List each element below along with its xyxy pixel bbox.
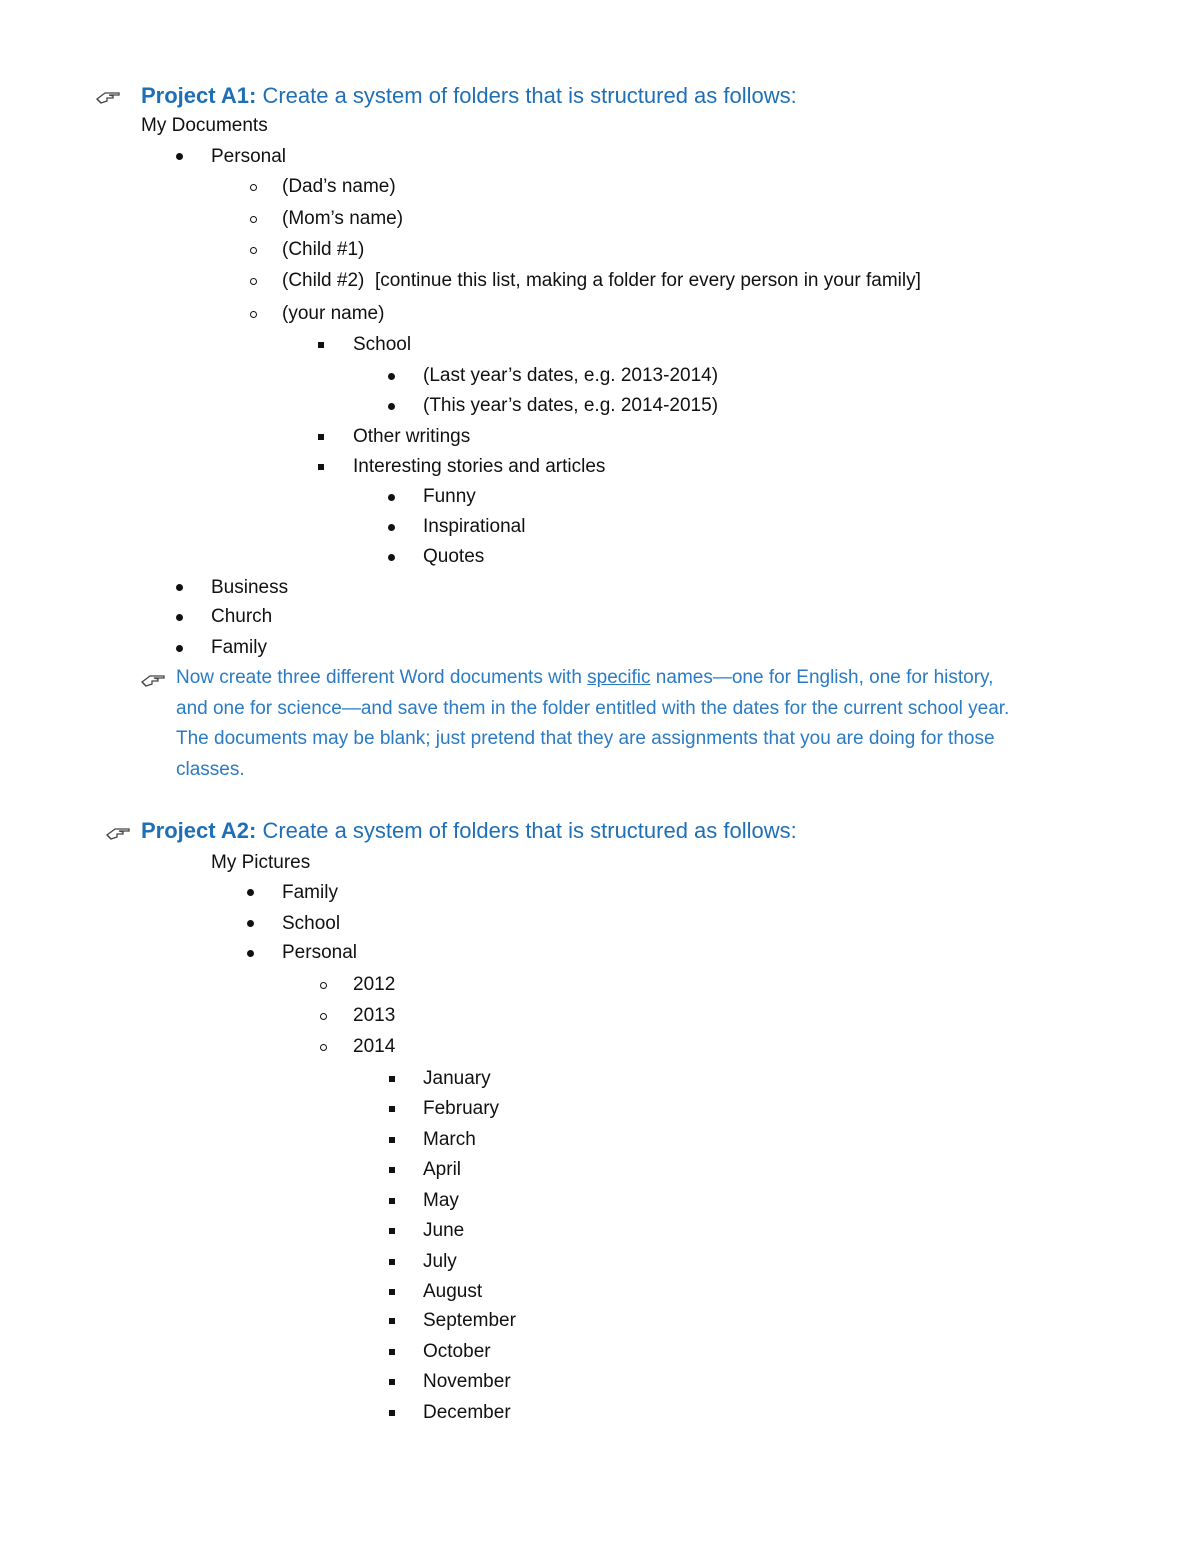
- project-a1-instruction: Create a system of folders that is structured as follows:: [256, 83, 797, 108]
- folder-month: June: [423, 1220, 465, 1241]
- folder-moms-name: (Mom’s name): [282, 208, 404, 229]
- folder-month: September: [423, 1310, 516, 1331]
- bullet-square: [389, 1410, 395, 1416]
- folder-dads-name: (Dad’s name): [282, 176, 396, 197]
- bullet-circle: [250, 311, 257, 318]
- bullet-square: [318, 434, 324, 440]
- folder-personal: Personal: [282, 942, 357, 963]
- folder-month: March: [423, 1129, 476, 1150]
- bullet-dot: [388, 494, 395, 501]
- folder-personal: Personal: [211, 146, 286, 167]
- folder-month: August: [423, 1281, 483, 1302]
- bullet-dot: [176, 153, 183, 160]
- folder-month: May: [423, 1190, 459, 1211]
- bullet-dot: [388, 524, 395, 531]
- folder-family: Family: [282, 882, 338, 903]
- instruction-line-4: classes.: [176, 759, 245, 780]
- folder-month: October: [423, 1341, 491, 1362]
- bullet-dot: [176, 645, 183, 652]
- bullet-square: [389, 1318, 395, 1324]
- folder-month: December: [423, 1402, 511, 1423]
- bullet-circle: [250, 184, 257, 191]
- project-a2-instruction: Create a system of folders that is structured as follows:: [256, 818, 797, 843]
- bullet-circle: [250, 278, 257, 285]
- project-a1-label: Project A1:: [141, 83, 257, 108]
- pointing-hand-icon: [140, 670, 166, 688]
- child-2-note: [continue this list, making a folder for every person in your family]: [374, 270, 921, 291]
- child-2-label: (Child #2): [282, 270, 365, 291]
- folder-your-name: (your name): [282, 303, 385, 324]
- bullet-square: [389, 1106, 395, 1112]
- folder-interesting-stories: Interesting stories and articles: [353, 456, 606, 477]
- bullet-square: [389, 1228, 395, 1234]
- folder-my-documents: My Documents: [141, 115, 268, 136]
- folder-month: November: [423, 1371, 511, 1392]
- folder-church: Church: [211, 606, 273, 627]
- folder-business: Business: [211, 577, 289, 598]
- project-a1-title: [141, 82, 797, 110]
- folder-child-2: [282, 269, 921, 293]
- bullet-square: [389, 1289, 395, 1295]
- folder-month: July: [423, 1251, 457, 1272]
- folder-last-year: (Last year’s dates, e.g. 2013-2014): [423, 365, 719, 386]
- folder-year: 2013: [353, 1005, 396, 1026]
- bullet-square: [389, 1198, 395, 1204]
- bullet-square: [318, 464, 324, 470]
- bullet-circle: [320, 1013, 327, 1020]
- folder-inspirational: Inspirational: [423, 516, 526, 537]
- instruction-emphasis: specific: [587, 667, 651, 688]
- folder-year: 2014: [353, 1036, 396, 1057]
- bullet-square: [389, 1137, 395, 1143]
- bullet-dot: [247, 950, 254, 957]
- folder-month: February: [423, 1098, 500, 1119]
- folder-school: School: [353, 334, 412, 355]
- folder-month: January: [423, 1068, 491, 1089]
- bullet-square: [389, 1259, 395, 1265]
- bullet-circle: [250, 247, 257, 254]
- folder-child-1: (Child #1): [282, 239, 365, 260]
- bullet-square: [389, 1076, 395, 1082]
- folder-school: School: [282, 913, 341, 934]
- bullet-square: [389, 1349, 395, 1355]
- bullet-square: [389, 1167, 395, 1173]
- bullet-dot: [388, 403, 395, 410]
- bullet-circle: [320, 1044, 327, 1051]
- bullet-square: [318, 342, 324, 348]
- instruction-line-1: [176, 666, 993, 690]
- bullet-dot: [388, 554, 395, 561]
- bullet-dot: [176, 584, 183, 591]
- bullet-square: [389, 1379, 395, 1385]
- project-a2-label: Project A2:: [141, 818, 257, 843]
- instruction-line-2: and one for science—and save them in the folder entitled with the dates for the current school year.: [176, 698, 1010, 719]
- project-a2-title: [141, 817, 797, 845]
- folder-quotes: Quotes: [423, 546, 485, 567]
- pointing-hand-icon: [95, 87, 121, 105]
- folder-family: Family: [211, 637, 267, 658]
- bullet-dot: [388, 373, 395, 380]
- folder-my-pictures: My Pictures: [211, 852, 311, 873]
- folder-month: April: [423, 1159, 462, 1180]
- folder-funny: Funny: [423, 486, 476, 507]
- instruction-line-3: The documents may be blank; just pretend that they are assignments that you are doing for those: [176, 728, 995, 749]
- bullet-dot: [247, 920, 254, 927]
- bullet-dot: [247, 889, 254, 896]
- instruction-text: Now create three different Word documents with: [176, 667, 588, 688]
- folder-this-year: (This year’s dates, e.g. 2014-2015): [423, 395, 719, 416]
- instruction-text: names—one for English, one for history,: [650, 667, 994, 688]
- bullet-circle: [250, 216, 257, 223]
- bullet-circle: [320, 982, 327, 989]
- folder-other-writings: Other writings: [353, 426, 471, 447]
- bullet-dot: [176, 614, 183, 621]
- pointing-hand-icon: [105, 823, 131, 841]
- folder-year: 2012: [353, 974, 396, 995]
